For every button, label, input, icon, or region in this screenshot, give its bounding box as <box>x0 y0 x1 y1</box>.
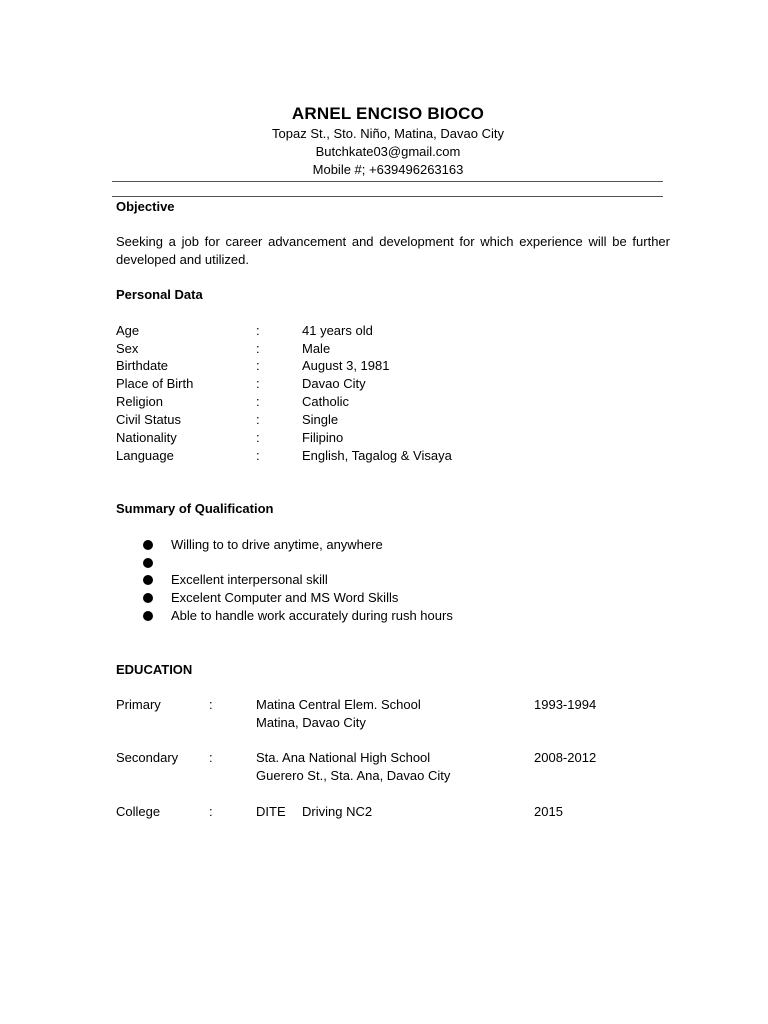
bullet-icon <box>143 611 153 621</box>
secondary-school: Sta. Ana National High School <box>256 750 431 765</box>
civil-status-label: Civil Status <box>116 412 182 427</box>
language-separator: : <box>256 448 260 463</box>
language-label: Language <box>116 448 174 463</box>
college-course: Driving NC2 <box>302 804 373 819</box>
objective-text: Seeking a job for career advancement and development for which experience will be further developed and utilized. <box>116 234 670 267</box>
header-rule-top <box>112 181 663 182</box>
personal-data-heading: Personal Data <box>116 287 203 302</box>
age-value: 41 years old <box>302 323 373 338</box>
objective-heading: Objective <box>116 199 175 214</box>
sex-separator: : <box>256 341 260 356</box>
secondary-years: 2008-2012 <box>534 750 597 765</box>
college-school: DITE <box>256 804 286 819</box>
mobile-line: Mobile #; +639496263163 <box>312 162 464 177</box>
qualification-item: Excelent Computer and MS Word Skills <box>171 590 399 605</box>
birthdate-value: August 3, 1981 <box>302 358 390 373</box>
language-value: English, Tagalog & Visaya <box>302 448 452 463</box>
civil-status-separator: : <box>256 412 260 427</box>
primary-years: 1993-1994 <box>534 697 597 712</box>
resume-header <box>112 103 664 179</box>
college-separator: : <box>209 804 213 819</box>
header-rule-bottom <box>112 196 663 197</box>
place-of-birth-label: Place of Birth <box>116 376 194 391</box>
sex-label: Sex <box>116 341 139 356</box>
birthdate-separator: : <box>256 358 260 373</box>
email-line: Butchkate03@gmail.com <box>315 144 461 159</box>
bullet-icon <box>143 558 153 568</box>
qualification-item: Excellent interpersonal skill <box>171 572 328 587</box>
applicant-name: ARNEL ENCISO BIOCO <box>291 104 485 123</box>
secondary-separator: : <box>209 750 213 765</box>
bullet-icon <box>143 540 153 550</box>
college-years: 2015 <box>534 804 563 819</box>
primary-school: Matina Central Elem. School <box>256 697 421 712</box>
qualification-item: Able to handle work accurately during rush hours <box>171 608 453 623</box>
primary-separator: : <box>209 697 213 712</box>
civil-status-value: Single <box>302 412 339 427</box>
nationality-separator: : <box>256 430 260 445</box>
religion-label: Religion <box>116 394 163 409</box>
secondary-address: Guerero St., Sta. Ana, Davao City <box>256 768 451 783</box>
qualifications-heading: Summary of Qualification <box>116 501 274 516</box>
place-of-birth-separator: : <box>256 376 260 391</box>
secondary-label: Secondary <box>116 750 179 765</box>
primary-label: Primary <box>116 697 161 712</box>
nationality-value: Filipino <box>302 430 344 445</box>
qualification-item: Willing to to drive anytime, anywhere <box>171 537 383 552</box>
religion-separator: : <box>256 394 260 409</box>
address-line: Topaz St., Sto. Niño, Matina, Davao City <box>272 126 504 141</box>
place-of-birth-value: Davao City <box>302 376 366 391</box>
education-heading: EDUCATION <box>116 662 193 677</box>
religion-value: Catholic <box>302 394 349 409</box>
bullet-icon <box>143 593 153 603</box>
college-label: College <box>116 804 161 819</box>
age-separator: : <box>256 323 260 338</box>
bullet-icon <box>143 575 153 585</box>
nationality-label: Nationality <box>116 430 177 445</box>
primary-address: Matina, Davao City <box>256 715 366 730</box>
sex-value: Male <box>302 341 331 356</box>
birthdate-label: Birthdate <box>116 358 169 373</box>
age-label: Age <box>116 323 140 338</box>
